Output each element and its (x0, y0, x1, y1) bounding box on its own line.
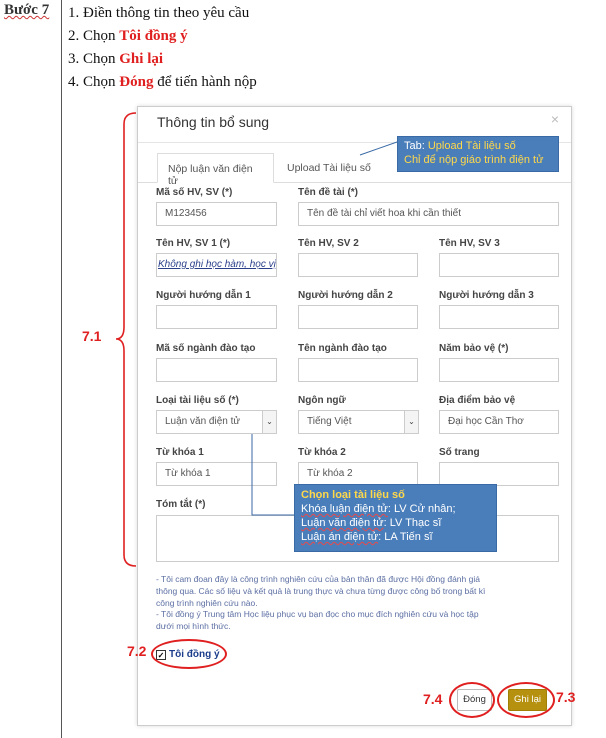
ten-hv2-input[interactable] (298, 253, 418, 277)
modal-title: Thông tin bổ sung (157, 114, 270, 130)
nhd3-input[interactable] (439, 305, 559, 329)
ten-hv3-label: Tên HV, SV 3 (439, 238, 500, 249)
note-line: công trình nghiên cứu nào. (156, 597, 258, 608)
ten-nganh-input[interactable] (298, 358, 418, 382)
chevron-down-icon: ⌄ (262, 411, 276, 433)
so-trang-label: Số trang (439, 447, 480, 458)
loai-tl-label: Loại tài liệu số (*) (156, 395, 239, 406)
ma-so-input[interactable]: M123456 (156, 202, 277, 226)
callout-line: Khóa luận điện tử: LV Cử nhân; (301, 503, 456, 515)
agree-checkbox[interactable]: ✓ Tôi đồng ý (157, 649, 220, 660)
callout-connector (250, 433, 300, 518)
nhd2-label: Người hướng dẫn 2 (298, 290, 393, 301)
note-line: thông qua. Các số liệu và kết quả là trung thực và chưa từng được công bố trong bất kì (156, 585, 486, 596)
modal-dialog (137, 106, 572, 726)
step-item: 1. Điền thông tin theo yêu cầu (68, 5, 250, 21)
ten-hv1-label: Tên HV, SV 1 (*) (156, 238, 231, 249)
ten-hv3-input[interactable] (439, 253, 559, 277)
ten-hv2-label: Tên HV, SV 2 (298, 238, 359, 249)
callout-title: Chọn loại tài liệu số (301, 489, 405, 501)
highlight-oval (449, 682, 495, 718)
close-button[interactable]: Đóng (457, 689, 492, 711)
ten-de-tai-label: Tên đề tài (*) (298, 187, 359, 198)
brace-7-1 (114, 112, 138, 567)
nhd3-label: Người hướng dẫn 3 (439, 290, 534, 301)
annotation-7-3: 7.3 (556, 689, 576, 705)
nhd1-input[interactable] (156, 305, 277, 329)
step-label: Bước 7 (4, 2, 50, 18)
annotation-7-4: 7.4 (423, 691, 443, 707)
nhd2-input[interactable] (298, 305, 418, 329)
callout-line: Luận văn điện tử: LV Thạc sĩ (301, 517, 442, 529)
ten-nganh-label: Tên ngành đào tạo (298, 343, 387, 354)
ngon-ngu-label: Ngôn ngữ (298, 395, 346, 406)
step-item: 2. Chọn Tôi đồng ý (68, 28, 188, 44)
note-line: - Tôi cam đoan đây là công trình nghiên cứu của bản thân đã được Hội đồng đánh giá (156, 574, 480, 584)
ma-nganh-input[interactable] (156, 358, 277, 382)
ma-nganh-label: Mã số ngành đào tạo (156, 343, 256, 354)
step-item: 4. Chọn Đóng để tiến hành nộp (68, 74, 257, 90)
tom-tat-label: Tóm tắt (*) (156, 499, 206, 510)
ten-de-tai-input[interactable]: Tên đề tài chỉ viết hoa khi cần thiết (298, 202, 559, 226)
nam-bao-ve-input[interactable] (439, 358, 559, 382)
save-button[interactable]: Ghi lại (508, 689, 547, 711)
dia-diem-label: Địa điểm bảo vệ (439, 395, 516, 406)
note-line: - Tôi đồng ý Trung tâm Học liệu phục vụ bạn đọc cho mục đích nghiên cứu và học tập (156, 609, 479, 620)
tu-khoa1-label: Từ khóa 1 (156, 447, 204, 458)
close-icon[interactable]: × (550, 111, 559, 127)
chevron-down-icon: ⌄ (404, 411, 418, 433)
annotation-7-2: 7.2 (127, 643, 147, 659)
ngon-ngu-select[interactable]: Tiếng Việt ⌄ (298, 410, 419, 434)
callout-upload-tab (397, 136, 559, 172)
ten-hv1-input[interactable]: Không ghi học hàm, học vị (156, 253, 277, 277)
highlight-oval (497, 682, 555, 718)
callout-connector (359, 141, 399, 156)
tab-upload-tai-lieu[interactable]: Upload Tài liệu số (287, 162, 371, 174)
so-trang-input[interactable] (439, 462, 559, 486)
note-line: dưới mọi hình thức. (156, 621, 231, 632)
highlight-oval (151, 639, 227, 669)
callout-line: Luận án điện tử: LA Tiến sĩ (301, 531, 433, 543)
tab-nop-luan-van[interactable]: Nộp luận văn điện tử (157, 153, 274, 183)
loai-tl-select[interactable]: Luận văn điện tử ⌄ (156, 410, 277, 434)
callout-doc-type (294, 484, 497, 552)
tu-khoa1-input[interactable]: Từ khóa 1 (156, 462, 277, 486)
nam-bao-ve-label: Năm bảo vệ (*) (439, 343, 509, 354)
checkbox-icon[interactable]: ✓ (157, 651, 165, 660)
callout-line: Tab: Upload Tài liệu số (404, 140, 516, 152)
annotation-7-1: 7.1 (82, 328, 102, 344)
dia-diem-input[interactable]: Đại học Cần Thơ (439, 410, 559, 434)
nhd1-label: Người hướng dẫn 1 (156, 290, 251, 301)
step-item: 3. Chọn Ghi lại (68, 51, 164, 67)
callout-line: Chỉ để nộp giáo trình điện tử (404, 154, 544, 166)
declaration-notes (156, 574, 566, 633)
step-list (68, 2, 257, 94)
tu-khoa2-input[interactable]: Từ khóa 2 (298, 462, 418, 486)
table-divider (61, 0, 62, 738)
tu-khoa2-label: Từ khóa 2 (298, 447, 346, 458)
ma-so-label: Mã số HV, SV (*) (156, 187, 233, 198)
